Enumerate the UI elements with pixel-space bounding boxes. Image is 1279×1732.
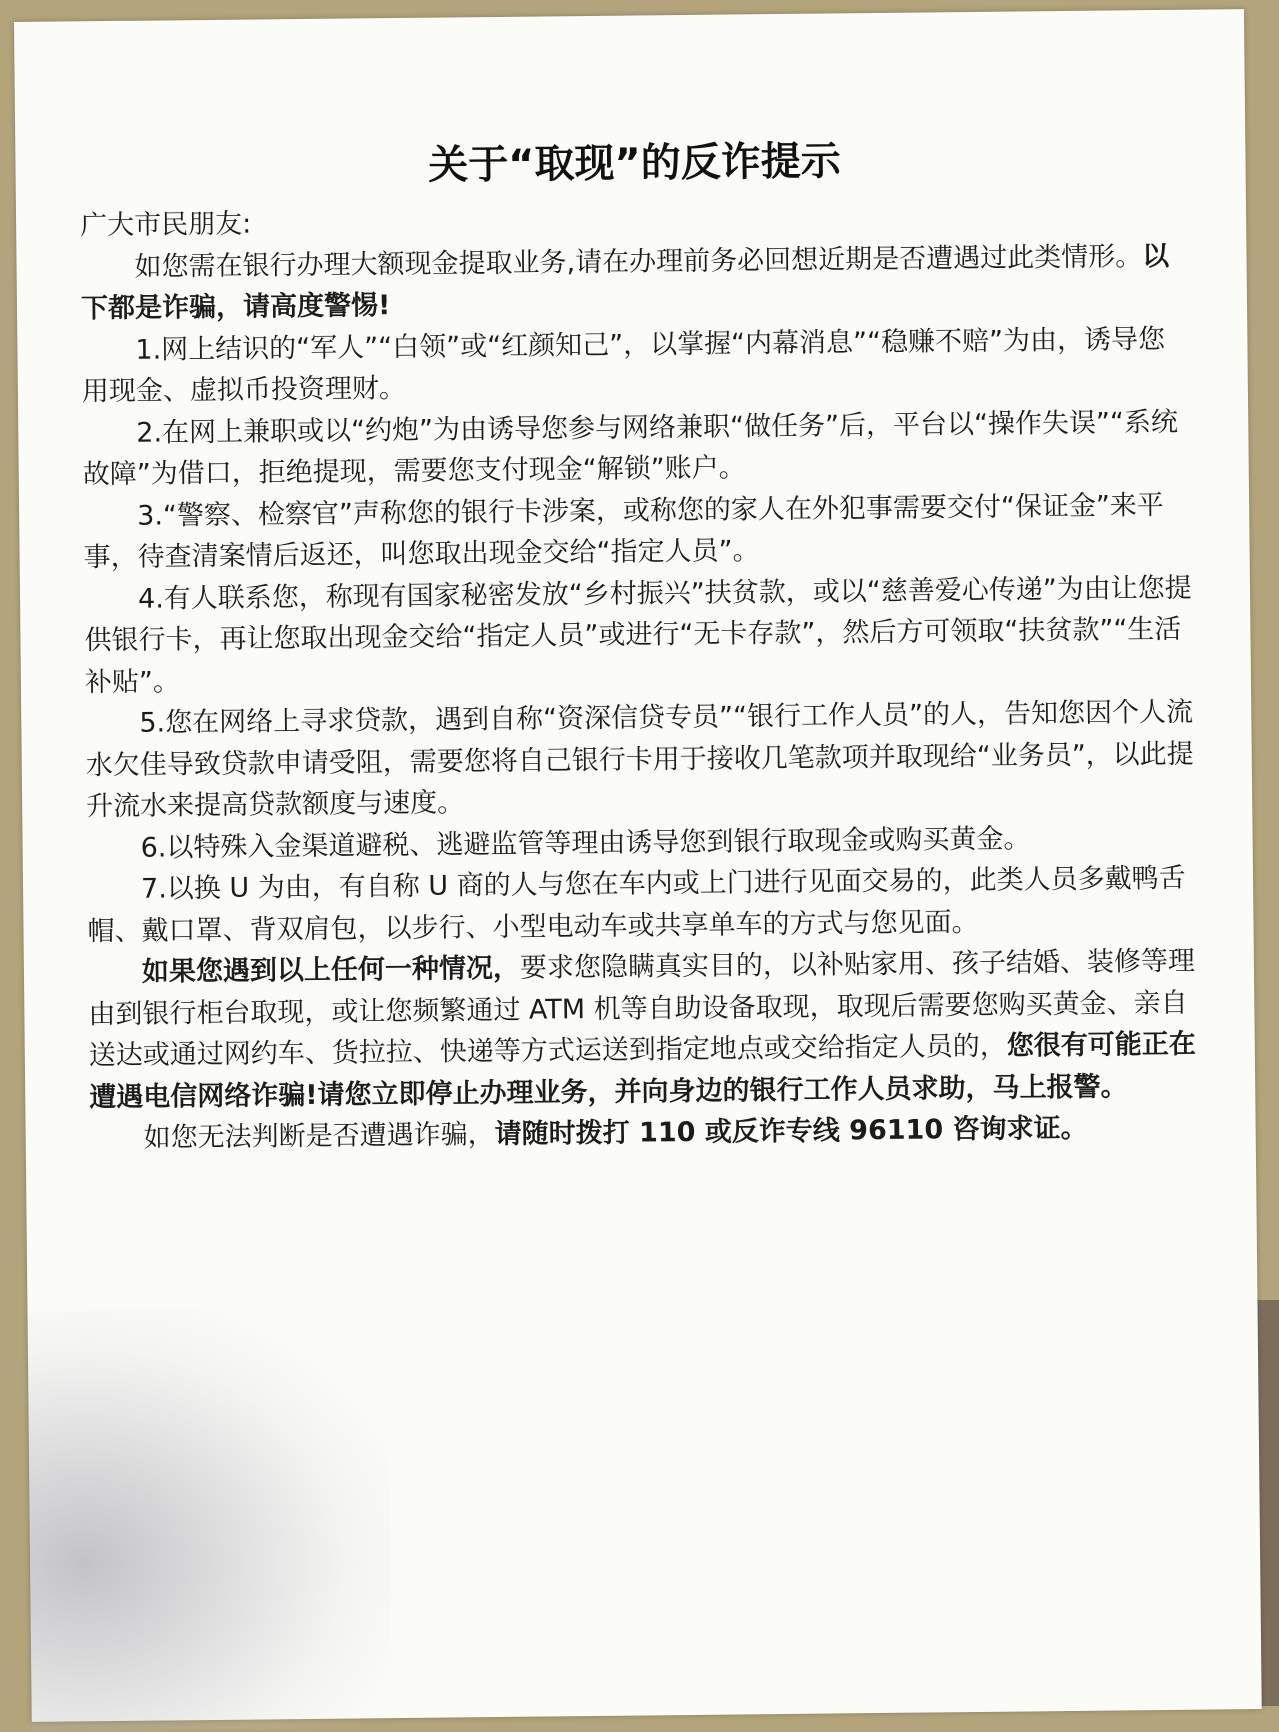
page-title: 关于“取现”的反诈提示 xyxy=(427,138,842,189)
notice-paper xyxy=(14,9,1262,1722)
list-item: 1.网上结识的“军人”“白领”或“红颜知己”，以掌握“内幕消息”“稳赚不赔”为由，诱导您用现金、虚拟币投资理财。 xyxy=(81,323,1166,408)
intro-text: 如您需在银行办理大额现金提取业务,请在办理前务必回想近期是否遭遇过此类情形。 xyxy=(134,240,1143,283)
hand-shadow xyxy=(28,1308,392,1732)
warning-lead: 如果您遇到以上任何一种情况， xyxy=(141,952,521,988)
warning-tail: 您很有可能正在遭遇电信网络诈骗!请您立即停止办理业务，并向身边的银行工作人员求助，马上报警。 xyxy=(89,1028,1196,1113)
intro-bold: 以下都是诈骗，请高度警惕! xyxy=(80,240,1170,325)
list-item: 2.在网上兼职或以“约炮”为由诱导您参与网络兼职“做任务”后，平台以“操作失误”“系统故障”为借口，拒绝提现，需要您支付现金“解锁”账户。 xyxy=(82,406,1179,491)
warning-paragraph xyxy=(88,941,1200,1119)
list-item: 3.“警察、检察官”声称您的银行卡涉案，或称您的家人在外犯事需要交付“保证金”来平事，待查清案情后返还，叫您取出现金交给“指定人员”。 xyxy=(83,489,1165,574)
list-item: 5.您在网络上寻求贷款，遇到自称“资深信贷专员”“银行工作人员”的人，告知您因个人流水欠佳导致贷款申请受阻，需要您将自己银行卡用于接收几笔款项并取现给“业务员”，以此提升流水来提高贷款额度与速度。 xyxy=(85,696,1194,823)
salutation: 广大市民朋友: xyxy=(79,208,252,242)
list-item: 6.以特殊入金渠道避税、逃避监管等理由诱导您到银行取现金或购买黄金。 xyxy=(140,822,1031,864)
intro-paragraph xyxy=(80,235,1191,330)
list-item: 7.以换 U 为由，有自称 U 商的人与您在车内或上门进行见面交易的，此类人员多戴鸭舌帽、戴口罩、背双肩包，以步行、小型电动车或共享单车的方式与您见面。 xyxy=(87,862,1186,947)
list-item: 4.有人联系您，称现有国家秘密发放“乡村振兴”扶贫款，或以“慈善爱心传递”为由让您提供银行卡，再让您取出现金交给“指定人员”或进行“无卡存款”，然后方可领取“扶贫款”“生活补贴”。 xyxy=(84,572,1192,698)
closing-text: 如您无法判断是否遭遇诈骗， xyxy=(143,1119,495,1154)
closing-bold: 请随时拨打 110 或反诈专线 96110 咨询求证。 xyxy=(494,1112,1088,1151)
notice-content xyxy=(79,128,1200,1160)
warning-text: 要求您隐瞒真实目的，以补贴家用、孩子结婚、装修等理由到银行柜台取现，或让您频繁通过 ATM 机等自助设备取现，取现后需要您购买黄金、亲自送达或通过网约车、货拉拉、快递等方式运送到指定地点或交给指定人员的， xyxy=(88,945,1196,1072)
